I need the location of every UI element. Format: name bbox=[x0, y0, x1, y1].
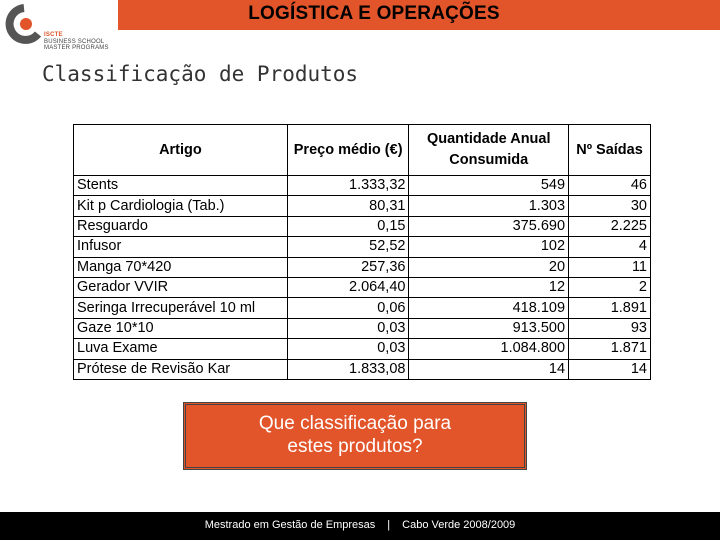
table-cell: 375.690 bbox=[409, 216, 569, 236]
table-cell: Gerador VVIR bbox=[74, 277, 288, 297]
table-cell: Gaze 10*10 bbox=[74, 318, 288, 338]
footer-location: Cabo Verde 2008/2009 bbox=[402, 519, 516, 531]
table-cell: 2.064,40 bbox=[287, 277, 409, 297]
table-row bbox=[74, 277, 651, 297]
table-cell: 0,15 bbox=[287, 216, 409, 236]
table-row bbox=[74, 257, 651, 277]
question-line-1: Que classificação para bbox=[258, 413, 452, 434]
table-cell: 2.225 bbox=[569, 216, 651, 236]
table-row bbox=[74, 298, 651, 318]
table-row bbox=[74, 339, 651, 359]
header-title: LOGÍSTICA E OPERAÇÕES bbox=[248, 3, 500, 24]
table-cell: 46 bbox=[569, 176, 651, 196]
table-cell: 20 bbox=[409, 257, 569, 277]
table-cell: 0,03 bbox=[287, 339, 409, 359]
table-row bbox=[74, 237, 651, 257]
table-cell: Manga 70*420 bbox=[74, 257, 288, 277]
question-line-2: estes produtos? bbox=[287, 436, 423, 457]
table-cell: 4 bbox=[569, 237, 651, 257]
table-cell: Seringa Irrecuperável 10 ml bbox=[74, 298, 288, 318]
table-cell: 0,06 bbox=[287, 298, 409, 318]
table-cell: 1.333,32 bbox=[287, 176, 409, 196]
table-cell: 2 bbox=[569, 277, 651, 297]
table-cell: 0,03 bbox=[287, 318, 409, 338]
table-row bbox=[74, 359, 651, 379]
table-cell: 102 bbox=[409, 237, 569, 257]
table-cell: 80,31 bbox=[287, 196, 409, 216]
table-cell: 11 bbox=[569, 257, 651, 277]
logo-text bbox=[44, 32, 109, 52]
footer-text bbox=[0, 519, 720, 531]
table-row bbox=[74, 176, 651, 196]
table-row bbox=[74, 196, 651, 216]
table-cell: 1.871 bbox=[569, 339, 651, 359]
table-cell: Kit p Cardiologia (Tab.) bbox=[74, 196, 288, 216]
logo-line-1: ISCTE bbox=[44, 32, 63, 38]
table-row bbox=[74, 216, 651, 236]
table-cell: 1.833,08 bbox=[287, 359, 409, 379]
table-cell: Stents bbox=[74, 176, 288, 196]
table-cell: 30 bbox=[569, 196, 651, 216]
table-row bbox=[74, 318, 651, 338]
page-title: Classificação de Produtos bbox=[42, 62, 359, 86]
logo-line-2: BUSINESS SCHOOL bbox=[44, 38, 105, 45]
footer-separator: | bbox=[387, 519, 391, 531]
table-cell: 257,36 bbox=[287, 257, 409, 277]
table-cell: 52,52 bbox=[287, 237, 409, 257]
table-cell: Resguardo bbox=[74, 216, 288, 236]
iscte-logo bbox=[4, 4, 116, 52]
table-cell: Prótese de Revisão Kar bbox=[74, 359, 288, 379]
table-cell: 1.084.800 bbox=[409, 339, 569, 359]
question-text bbox=[183, 412, 527, 458]
table-cell: 913.500 bbox=[409, 318, 569, 338]
table-cell: 1.891 bbox=[569, 298, 651, 318]
column-header: Preço médio (€) bbox=[287, 125, 409, 176]
products-table bbox=[73, 124, 651, 380]
footer-program: Mestrado em Gestão de Empresas bbox=[204, 519, 376, 531]
table-cell: Luva Exame bbox=[74, 339, 288, 359]
table-header-row bbox=[74, 125, 651, 176]
column-header: Nº Saídas bbox=[569, 125, 651, 176]
table-cell: 93 bbox=[569, 318, 651, 338]
logo-mark-icon bbox=[4, 4, 44, 48]
table-cell: 418.109 bbox=[409, 298, 569, 318]
table-cell: 1.303 bbox=[409, 196, 569, 216]
logo-line-3: MASTER PROGRAMS bbox=[44, 45, 109, 51]
column-header: Quantidade Anual Consumida bbox=[409, 125, 569, 176]
column-header: Artigo bbox=[74, 125, 288, 176]
table-cell: 14 bbox=[409, 359, 569, 379]
table-cell: Infusor bbox=[74, 237, 288, 257]
table-cell: 14 bbox=[569, 359, 651, 379]
table-cell: 549 bbox=[409, 176, 569, 196]
table-cell: 12 bbox=[409, 277, 569, 297]
